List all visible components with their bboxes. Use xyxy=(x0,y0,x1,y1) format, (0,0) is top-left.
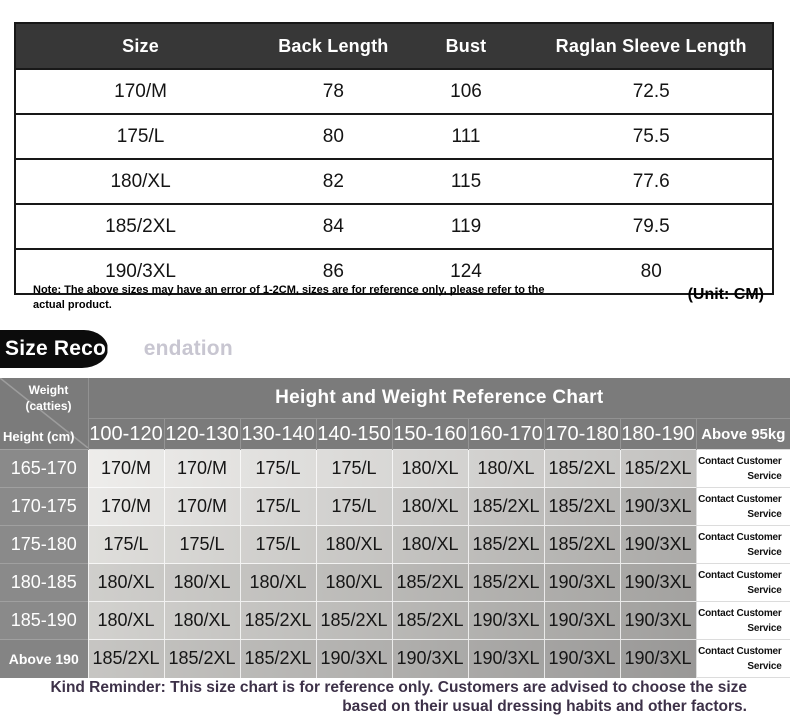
table-row xyxy=(15,69,773,114)
size-recommendation-cell: 190/3XL xyxy=(620,488,696,526)
axis-corner-cell xyxy=(0,378,88,450)
note-text: Note: The above sizes may have an error of 1-2CM, sizes are for reference only, please refer to the actual product. xyxy=(33,284,545,311)
size-recommendation-cell: 185/2XL xyxy=(240,640,316,678)
table-row xyxy=(0,602,790,640)
sleeve-cell: 79.5 xyxy=(632,215,670,237)
size-recommendation-cell: 175/L xyxy=(88,526,164,564)
size-recommendation-cell: 175/L xyxy=(240,488,316,526)
contact-customer-cell: Contact Customer Service xyxy=(696,640,790,678)
height-range-label: 180-185 xyxy=(0,564,88,602)
table-row xyxy=(0,564,790,602)
size-recommendation-cell: 190/3XL xyxy=(620,640,696,678)
size-recommendation-cell: 185/2XL xyxy=(544,488,620,526)
table-row xyxy=(0,640,790,678)
kind-reminder-text: Kind Reminder: This size chart is for reference only. Customers are advised to choose the size based on their usual dressing habits and other factors. xyxy=(50,679,747,715)
size-recommendation-cell: 190/3XL xyxy=(620,564,696,602)
table-row xyxy=(0,450,790,488)
weight-range-header: 160-170 xyxy=(468,419,544,450)
sleeve-cell: 77.6 xyxy=(632,170,670,192)
back-length-cell: 82 xyxy=(322,170,344,192)
size-recommendation-cell: 180/XL xyxy=(468,450,544,488)
section-title-text xyxy=(0,330,400,368)
size-cell: 170/M xyxy=(114,80,167,102)
size-recommendation-cell: 175/L xyxy=(316,488,392,526)
size-recommendation-cell: 185/2XL xyxy=(392,564,468,602)
weight-range-header: 130-140 xyxy=(240,419,316,450)
weight-range-header: 150-160 xyxy=(392,419,468,450)
size-spec-header-row xyxy=(15,23,773,69)
size-recommendation-cell: 175/L xyxy=(316,450,392,488)
size-recommendation-cell: 170/M xyxy=(88,450,164,488)
sleeve-cell: 72.5 xyxy=(632,80,670,102)
size-recommendation-cell: 175/L xyxy=(240,450,316,488)
column-header-size: Size xyxy=(15,23,265,69)
contact-customer-cell: Contact Customer Service xyxy=(696,602,790,640)
size-recommendation-cell: 190/3XL xyxy=(468,640,544,678)
size-recommendation-cell: 180/XL xyxy=(316,526,392,564)
size-recommendation-cell: 180/XL xyxy=(392,450,468,488)
weight-axis-label: Weight (catties) xyxy=(25,383,72,413)
size-recommendation-cell: 190/3XL xyxy=(620,602,696,640)
section-title-rest: endation xyxy=(143,337,233,360)
ref-header-row-1 xyxy=(0,378,790,419)
size-recommendation-cell: 190/3XL xyxy=(392,640,468,678)
table-row xyxy=(0,526,790,564)
column-header-raglan-sleeve: Raglan Sleeve Length xyxy=(530,23,773,69)
size-cell: 175/L xyxy=(116,125,165,147)
size-recommendation-cell: 185/2XL xyxy=(468,488,544,526)
size-recommendation-cell: 170/M xyxy=(164,450,240,488)
size-recommendation-cell: 185/2XL xyxy=(88,640,164,678)
back-length-cell: 78 xyxy=(322,80,344,102)
weight-range-header: 180-190 xyxy=(620,419,696,450)
table-row xyxy=(0,488,790,526)
note-row xyxy=(0,283,790,313)
section-title-highlighted: Size Recomm xyxy=(5,337,144,360)
contact-customer-cell: Contact Customer Service xyxy=(696,564,790,602)
size-recommendation-cell: 185/2XL xyxy=(468,526,544,564)
height-range-label: Above 190 xyxy=(0,640,88,678)
size-recommendation-cell: 185/2XL xyxy=(316,602,392,640)
weight-range-header: 120-130 xyxy=(164,419,240,450)
size-recommendation-cell: 180/XL xyxy=(164,602,240,640)
sleeve-cell: 75.5 xyxy=(632,125,670,147)
size-recommendation-cell: 185/2XL xyxy=(620,450,696,488)
size-recommendation-cell: 190/3XL xyxy=(544,640,620,678)
size-recommendation-cell: 170/M xyxy=(164,488,240,526)
size-recommendation-cell: 175/L xyxy=(164,526,240,564)
height-range-label: 170-175 xyxy=(0,488,88,526)
height-range-label: 175-180 xyxy=(0,526,88,564)
weight-range-header: 100-120 xyxy=(88,419,164,450)
ref-header-row-2 xyxy=(0,419,790,450)
bust-cell: 111 xyxy=(451,125,481,147)
contact-customer-cell: Contact Customer Service xyxy=(696,488,790,526)
contact-customer-cell: Contact Customer Service xyxy=(696,526,790,564)
sleeve-cell: 80 xyxy=(640,260,662,282)
size-recommendation-cell: 180/XL xyxy=(240,564,316,602)
size-recommendation-cell: 185/2XL xyxy=(164,640,240,678)
column-header-back-length: Back Length xyxy=(265,23,401,69)
height-range-label: 165-170 xyxy=(0,450,88,488)
back-length-cell: 80 xyxy=(322,125,344,147)
size-recommendation-cell: 175/L xyxy=(240,526,316,564)
size-recommendation-cell: 185/2XL xyxy=(544,450,620,488)
height-range-label: 185-190 xyxy=(0,602,88,640)
reference-chart-title: Height and Weight Reference Chart xyxy=(88,378,790,419)
size-cell: 190/3XL xyxy=(105,260,176,282)
size-recommendation-cell: 180/XL xyxy=(164,564,240,602)
size-recommendation-cell: 180/XL xyxy=(392,488,468,526)
size-cell: 180/XL xyxy=(110,170,171,192)
section-title xyxy=(0,330,400,368)
size-recommendation-cell: 180/XL xyxy=(316,564,392,602)
unit-label: (Unit: CM) xyxy=(687,286,764,303)
size-recommendation-cell: 185/2XL xyxy=(392,602,468,640)
back-length-cell: 86 xyxy=(322,260,344,282)
size-recommendation-cell: 190/3XL xyxy=(544,602,620,640)
size-recommendation-cell: 180/XL xyxy=(392,526,468,564)
column-header-bust: Bust xyxy=(402,23,531,69)
back-length-cell: 84 xyxy=(322,215,344,237)
weight-range-header: 140-150 xyxy=(316,419,392,450)
size-recommendation-cell: 190/3XL xyxy=(620,526,696,564)
table-row xyxy=(15,159,773,204)
size-recommendation-cell: 190/3XL xyxy=(316,640,392,678)
size-recommendation-cell: 190/3XL xyxy=(544,564,620,602)
size-recommendation-cell: 180/XL xyxy=(88,602,164,640)
height-weight-table xyxy=(0,378,790,678)
table-row xyxy=(15,114,773,159)
weight-range-header: 170-180 xyxy=(544,419,620,450)
bust-cell: 119 xyxy=(450,215,482,237)
size-recommendation-cell: 185/2XL xyxy=(544,526,620,564)
size-recommendation-cell: 180/XL xyxy=(88,564,164,602)
size-recommendation-cell: 185/2XL xyxy=(468,564,544,602)
bust-cell: 106 xyxy=(450,80,482,102)
weight-range-header-above95kg: Above 95kg xyxy=(696,419,790,450)
height-axis-label: Height (cm) xyxy=(3,429,75,444)
size-recommendation-cell: 170/M xyxy=(88,488,164,526)
size-recommendation-cell: 190/3XL xyxy=(468,602,544,640)
size-spec-table xyxy=(14,22,774,295)
size-recommendation-cell: 185/2XL xyxy=(240,602,316,640)
bust-cell: 115 xyxy=(450,170,482,192)
table-row xyxy=(15,204,773,249)
bust-cell: 124 xyxy=(450,260,482,282)
size-cell: 185/2XL xyxy=(105,215,176,237)
contact-customer-cell: Contact Customer Service xyxy=(696,450,790,488)
